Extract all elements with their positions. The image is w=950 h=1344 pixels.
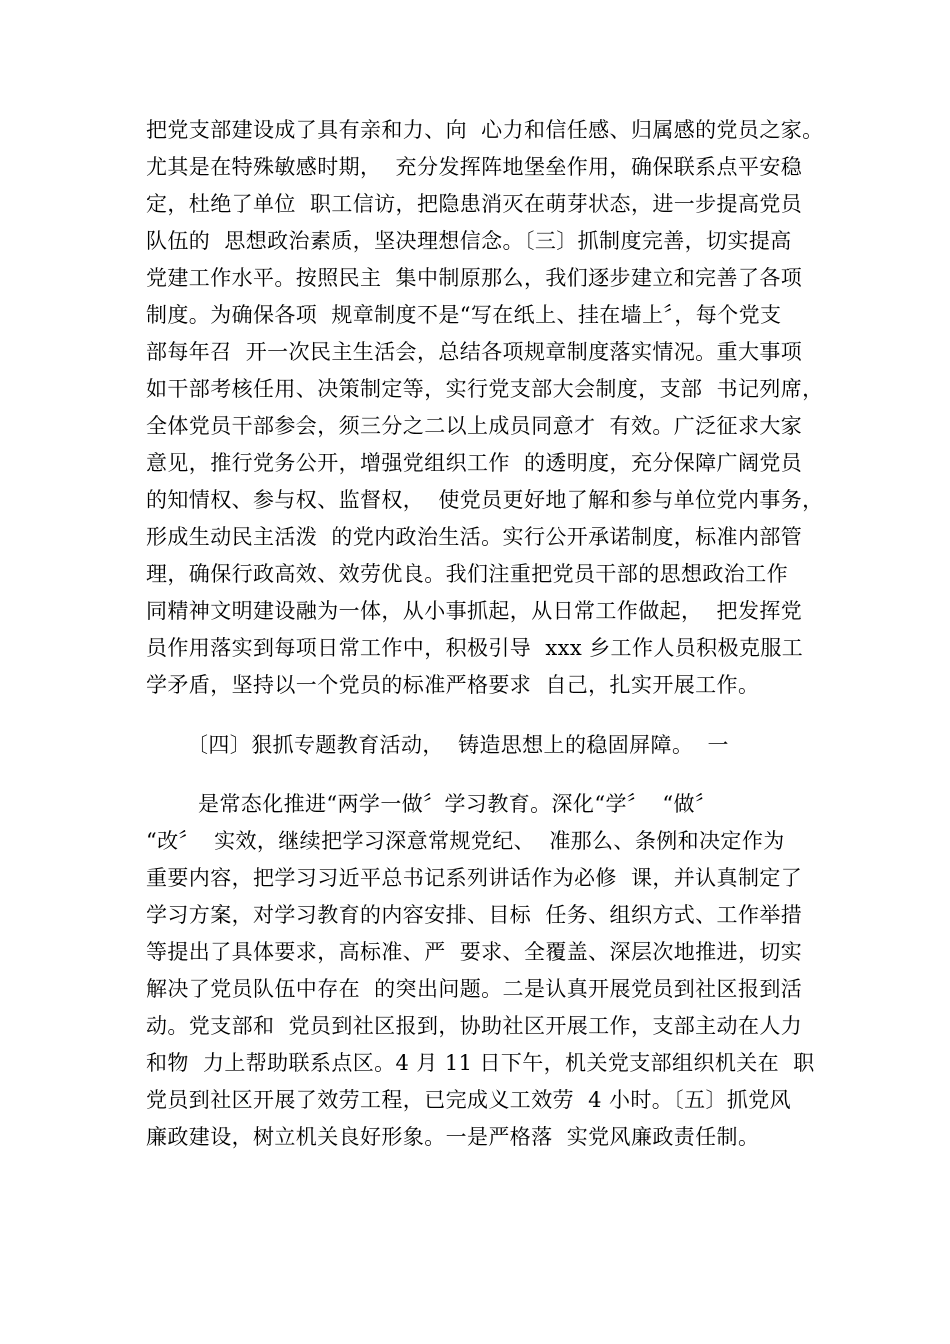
section-heading-line: 〔四〕狠抓专题教育活动， 铸造思想上的稳固屏障。 一 (187, 733, 729, 757)
body-text-line: 理，确保行政高效、效劳优良。我们注重把党员干部的思想政治工作 (146, 562, 788, 586)
body-text-line: 重要内容，把学习习近平总书记系列讲话作为必修 课，并认真制定了 (146, 866, 803, 890)
body-text-line: 学习方案，对学习教育的内容安排、目标 任务、组织方式、工作举措 (146, 903, 803, 927)
body-text-line: 和物 力上帮助联系点区。4 月 11 日下午，机关党支部组织机关在 职 (146, 1051, 815, 1075)
body-text-line: 定，杜绝了单位 职工信访，把隐患消灭在萌芽状态，进一步提高党员 (146, 192, 803, 216)
body-text-line: 制度。为确保各项 规章制度不是“写在纸上、挂在墙上〞，每个党支 (146, 303, 782, 327)
body-text-line: 员作用落实到每项日常工作中，积极引导 xxx 乡工作人员积极克服工 (146, 636, 804, 660)
body-text-line: 同精神文明建设融为一体，从小事抓起，从日常工作做起， 把发挥党 (146, 599, 803, 623)
body-text-line: 等提出了具体要求，高标准、严 要求、全覆盖、深层次地推进，切实 (146, 940, 803, 964)
body-text-line: 是常态化推进“两学一做〞学习教育。深化“学〞 “做〞 (198, 792, 717, 816)
body-text-line: 尤其是在特殊敏感时期， 充分发挥阵地堡垒作用，确保联系点平安稳 (146, 155, 803, 179)
body-text-line: “改〞 实效，继续把学习深意常规党纪、 准那么、条例和决定作为 (146, 829, 785, 853)
body-text-line: 党建工作水平。按照民主 集中制原那么，我们逐步建立和完善了各项 (146, 266, 803, 290)
body-text-line: 的知情权、参与权、监督权， 使党员更好地了解和参与单位党内事务， (146, 488, 824, 512)
body-text-line: 解决了党员队伍中存在 的突出问题。二是认真开展党员到社区报到活 (146, 977, 803, 1001)
body-text-line: 全体党员干部参会，须三分之二以上成员同意才 有效。广泛征求大家 (146, 414, 803, 438)
body-text-line: 把党支部建设成了具有亲和力、向 心力和信任感、归属感的党员之家。 (146, 118, 824, 142)
body-text-line: 形成生动民主活泼 的党内政治生活。实行公开承诺制度，标准内部管 (146, 525, 803, 549)
body-text-line: 党员到社区开展了效劳工程，已完成义工效劳 4 小时。〔五〕抓党风 (146, 1088, 792, 1112)
body-text-line: 意见，推行党务公开，增强党组织工作 的透明度，充分保障广阔党员 (146, 451, 803, 475)
body-text-line: 部每年召 开一次民主生活会，总结各项规章制度落实情况。重大事项 (146, 340, 803, 364)
body-text-line: 学矛盾，坚持以一个党员的标准严格要求 自己，扎实开展工作。 (146, 673, 760, 697)
body-text-line: 动。党支部和 党员到社区报到，协助社区开展工作，支部主动在人力 (146, 1014, 803, 1038)
body-text-line: 如干部考核任用、决策制定等，实行党支部大会制度，支部 书记列席， (146, 377, 824, 401)
body-text-line: 廉政建设，树立机关良好形象。一是严格落 实党风廉政责任制。 (146, 1125, 760, 1149)
body-text-line: 队伍的 思想政治素质，坚决理想信念。〔三〕抓制度完善，切实提高 (146, 229, 792, 253)
